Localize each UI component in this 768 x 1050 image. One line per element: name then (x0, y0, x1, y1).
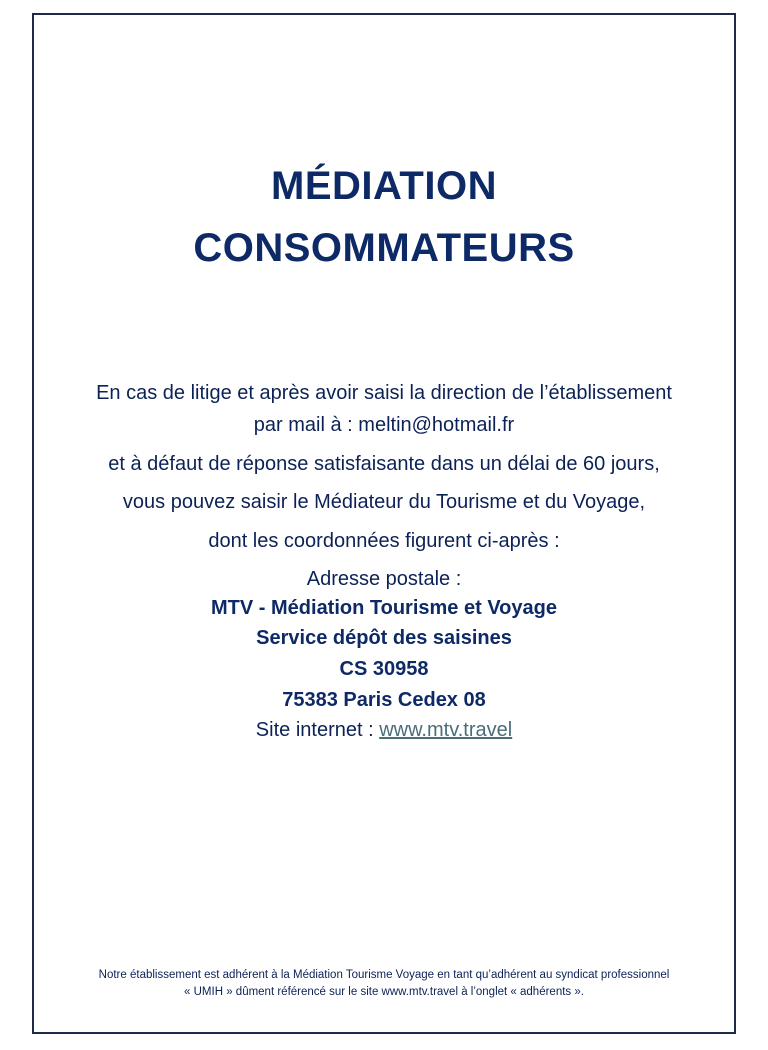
body-text-line-5: dont les coordonnées figurent ci-après : (208, 530, 560, 552)
footer-line-1: Notre établissement est adhérent à la Médiation Tourisme Voyage en tant qu’adhérent au syndicat professionnel (98, 969, 670, 981)
website-line (0, 719, 768, 742)
website-label: Site internet : (255, 719, 380, 741)
body-text-line-3: et à défaut de réponse satisfaisante dans un délai de 60 jours, (108, 453, 660, 475)
body-text-line-4: vous pouvez saisir le Médiateur du Tourisme et du Voyage, (122, 491, 646, 513)
address-city: 75383 Paris Cedex 08 (282, 689, 486, 711)
address-organization: MTV - Médiation Tourisme et Voyage (211, 597, 557, 619)
body-text-line-1: En cas de litige et après avoir saisi la direction de l’établissement (96, 382, 672, 404)
page-title-line-2: CONSOMMATEURS (193, 226, 575, 270)
website-link[interactable]: www.mtv.travel (379, 719, 513, 741)
page-title-line-1: MÉDIATION (271, 164, 497, 208)
address-service: Service dépôt des saisines (256, 627, 512, 649)
address-cs: CS 30958 (339, 658, 429, 680)
address-label: Adresse postale : (306, 568, 462, 590)
footer-line-2: « UMIH » dûment référencé sur le site www.mtv.travel à l’onglet « adhérents ». (184, 986, 584, 998)
body-text-line-2: par mail à : meltin@hotmail.fr (253, 414, 515, 436)
